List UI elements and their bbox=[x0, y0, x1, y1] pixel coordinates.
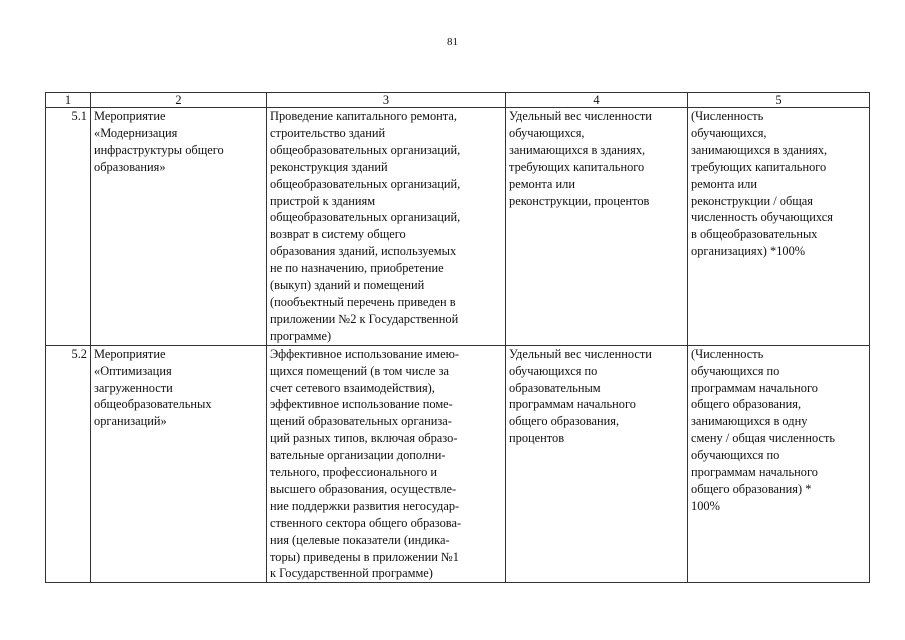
indicator-name: Удельный вес численности обучающихся, занимающихся в зданиях, требующих капитального ремонта или реконструкции, процентов bbox=[506, 108, 688, 346]
event-description: Эффективное использование имею- щихся помещений (в том числе за счет сетевого взаимодействия), эффективное использование поме- щений образовательных организа- ций разных типов, включая образо- вательные организации дополни- тельного, профессионального и высшего образования, осуществле- ние поддержки развития негосудар- ственного сектора общего образова- ния (целевые показатели (индика- торы) приведены в приложении №1 к Государственной программе) bbox=[267, 345, 506, 583]
measures-table bbox=[45, 92, 870, 583]
header-col-2: 2 bbox=[91, 93, 267, 108]
row-number: 5.2 bbox=[46, 345, 91, 583]
header-col-4: 4 bbox=[506, 93, 688, 108]
header-col-5: 5 bbox=[688, 93, 870, 108]
indicator-name: Удельный вес численности обучающихся по образовательным программам начального общего образования, процентов bbox=[506, 345, 688, 583]
table-row bbox=[46, 108, 870, 346]
table-row bbox=[46, 345, 870, 583]
header-col-3: 3 bbox=[267, 93, 506, 108]
event-name: Мероприятие «Оптимизация загруженности общеобразовательных организаций» bbox=[91, 345, 267, 583]
event-description: Проведение капитального ремонта, строительство зданий общеобразовательных организаций, реконструкция зданий общеобразовательных организаций, пристрой к зданиям общеобразовательных организаций, возврат в систему общего образования зданий, используемых не по назначению, приобретение (выкуп) зданий и помещений (пообъектный перечень приведен в приложении №2 к Государственной программе) bbox=[267, 108, 506, 346]
indicator-formula: (Численность обучающихся, занимающихся в зданиях, требующих капитального ремонта или реконструкции / общая численность обучающихся в общеобразовательных организациях) *100% bbox=[688, 108, 870, 346]
row-number: 5.1 bbox=[46, 108, 91, 346]
header-col-1: 1 bbox=[46, 93, 91, 108]
header-row bbox=[46, 93, 870, 108]
event-name: Мероприятие «Модернизация инфраструктуры общего образования» bbox=[91, 108, 267, 346]
indicator-formula: (Численность обучающихся по программам начального общего образования, занимающихся в одну смену / общая численность обучающихся по программам начального общего образования) * 100% bbox=[688, 345, 870, 583]
page-number: 81 bbox=[447, 36, 458, 48]
